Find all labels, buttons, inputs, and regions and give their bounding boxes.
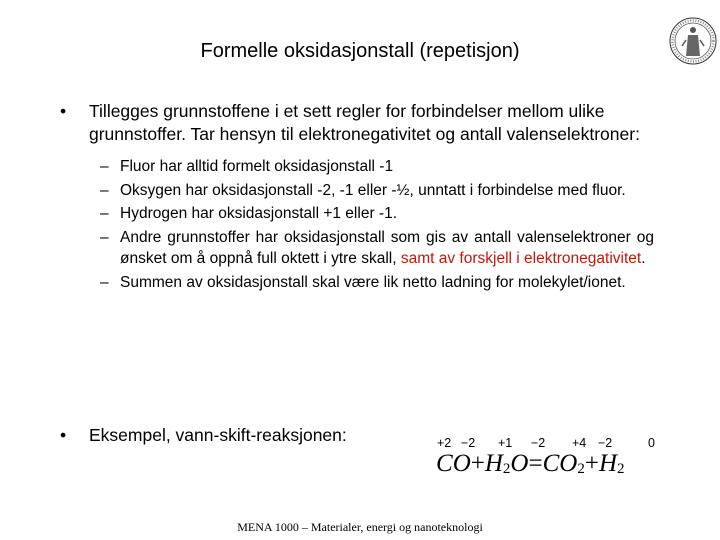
rule-text: Hydrogen har oksidasjonstall +1 eller -1. [120,205,397,222]
rule-list [100,156,654,293]
eq-symbol: O [559,450,578,477]
bullet-text: Tillegges grunnstoffene i et sett regler for forbindelser mellom ulike grunnstoffer. Tar hensyn til elektronegativitet og antall valenselektroner: [89,101,640,144]
oxidation-number: −2 [461,436,476,450]
eq-symbol: H [484,450,503,477]
eq-subscript: 2 [617,461,625,477]
eq-symbol: H [598,450,618,477]
dash-marker: – [100,158,109,175]
eq-subscript: 2 [502,461,511,477]
eq-operator: + [470,450,485,477]
eq-symbol: O [510,450,529,477]
dash-marker: – [100,273,109,291]
rule-text: Summen av oksidasjonstall skal være lik netto ladning for molekylet/ionet. [120,273,626,291]
oxidation-number: 0 [648,436,655,450]
reaction-equation [432,436,672,482]
eq-operator: + [584,450,599,477]
oxidation-number: −2 [598,436,613,450]
eq-symbol: O [452,450,471,477]
dash-marker: – [100,181,109,199]
rule-item [100,272,654,294]
rule-text-plain: Andre grunnstoffer har oksidasjonstall som gis av antall valenselektroner og ønsket om å oppnå full oktett i ytre skall, [120,228,654,267]
eq-operator: = [528,450,543,477]
example-bullet [60,425,347,446]
oxidation-number: +2 [437,436,452,450]
bullet-item [60,100,660,146]
eq-symbol: C [542,450,560,477]
rule-text: Fluor har alltid formelt oksidasjonstall -1 [120,158,394,175]
oxidation-number: +4 [572,436,587,450]
example-text: Eksempel, vann-skift-reaksjonen: [89,425,347,445]
highlighted-text: samt av forskjell i elektronegativitet [400,250,642,267]
rule-text [120,227,654,270]
rule-item [100,180,654,202]
dash-marker: – [100,205,109,222]
bullet-list [60,100,660,295]
footer: MENA 1000 – Materialer, energi og nanoteknologi [237,520,483,534]
dash-marker: – [100,228,109,246]
bullet-marker: • [60,101,67,121]
page-title: Formelle oksidasjonstall (repetisjon) [200,40,520,62]
rule-text-end: . [641,250,646,267]
rule-item [100,203,654,225]
rule-text: Oksygen har oksidasjonstall -2, -1 eller -½, unntatt i forbindelse med fluor. [120,181,626,199]
eq-subscript: 2 [577,461,585,477]
rule-item [100,156,654,178]
oxidation-number: +1 [498,436,513,450]
bullet-marker: • [60,425,67,445]
university-seal-icon [668,10,718,72]
equation-formula [436,450,625,478]
eq-symbol: C [436,450,453,477]
oxidation-number: −2 [531,436,546,450]
rule-item [100,227,654,270]
